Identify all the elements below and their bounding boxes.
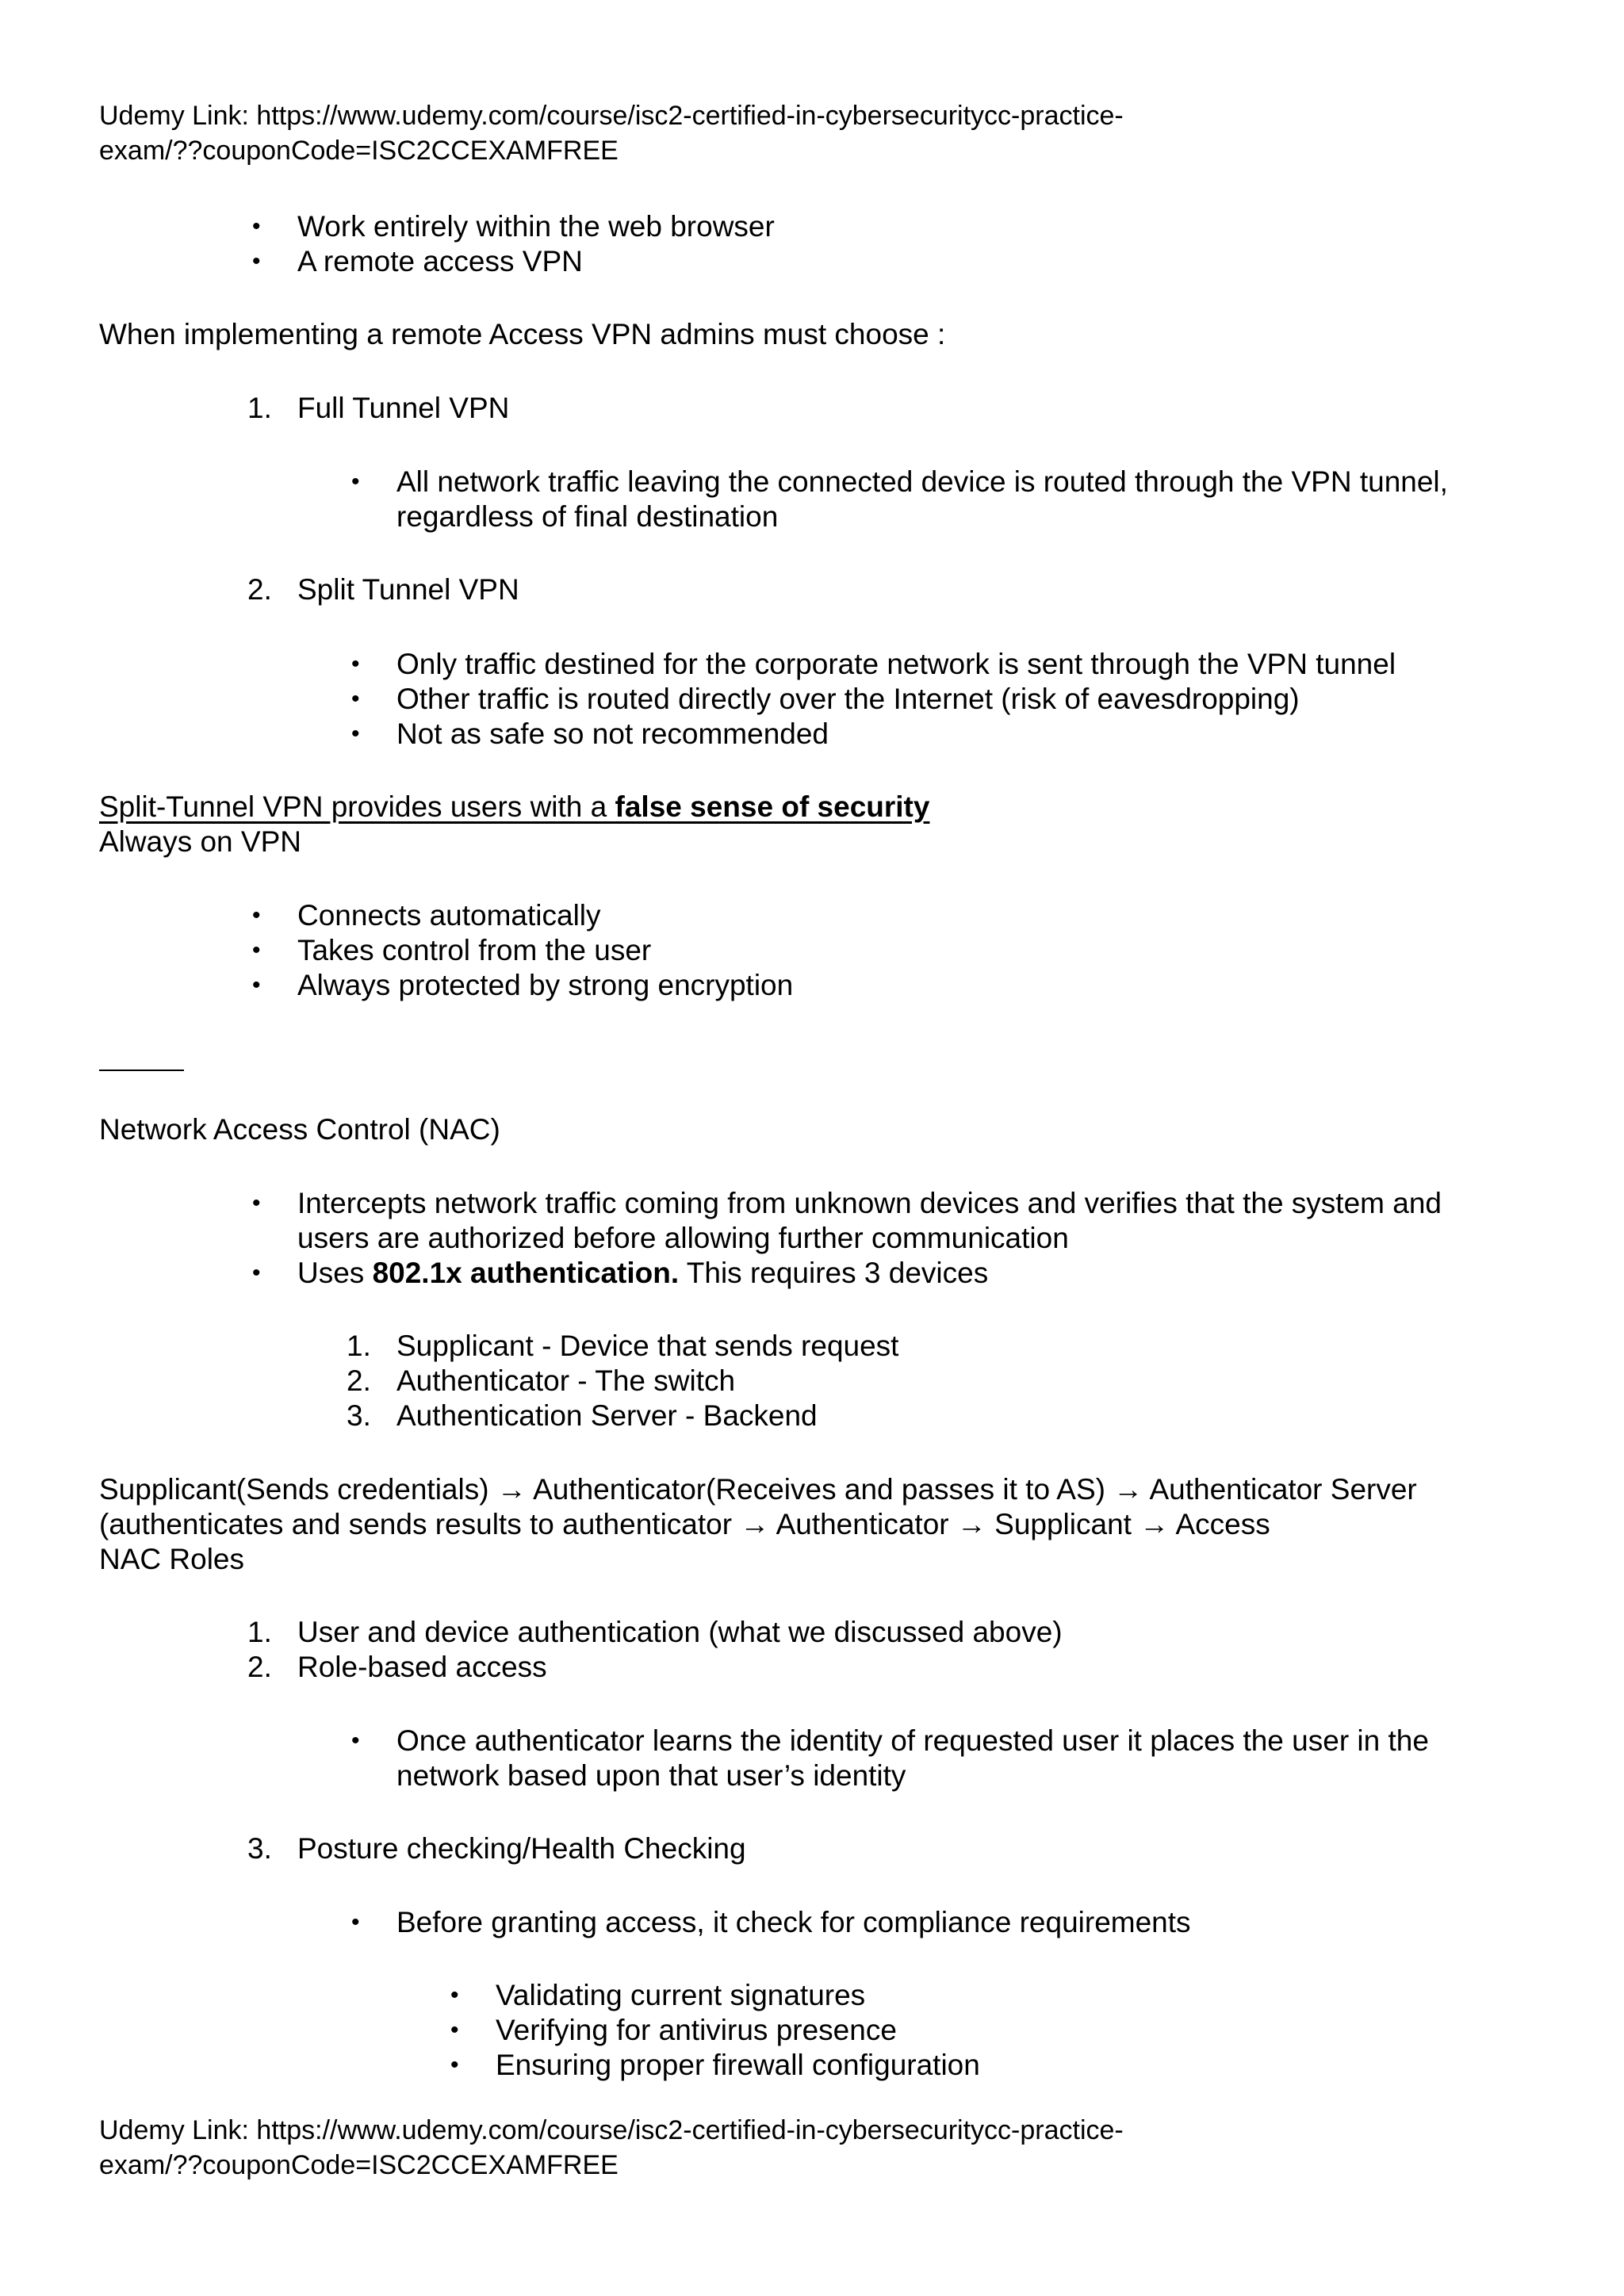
section-divider (99, 1070, 184, 1071)
list-item: Connects automatically (297, 899, 601, 932)
list-item: Supplicant - Device that sends request (396, 1330, 899, 1362)
list-item: Posture checking/Health Checking (297, 1832, 746, 1865)
full-tunnel-desc-line1: All network traffic leaving the connected device is routed through the VPN tunnel, (396, 465, 1448, 498)
list-number: 3. (247, 1832, 272, 1865)
bullet-icon: • (351, 1909, 360, 1935)
list-number: 2. (247, 573, 272, 606)
role-desc-line2: network based upon that user’s identity (396, 1759, 906, 1792)
list-item: Authenticator - The switch (396, 1364, 736, 1397)
bullet-icon: • (351, 721, 360, 747)
bullet-icon: • (252, 248, 261, 274)
warning-prefix: Split-Tunnel VPN provides users with a (99, 790, 615, 823)
bullet-icon: • (252, 937, 261, 963)
bullet-icon: • (252, 1260, 261, 1286)
bullet-icon: • (351, 686, 360, 712)
list-item: Always protected by strong encryption (297, 969, 794, 1001)
list-number: 1. (247, 392, 272, 424)
header-link-line1[interactable]: Udemy Link: https://www.udemy.com/course/isc2-certified-in-cybersecuritycc-practice- (99, 101, 1124, 131)
list-item: Verifying for antivirus presence (496, 2014, 897, 2046)
list-item: Ensuring proper firewall configuration (496, 2049, 980, 2081)
list-number: 2. (247, 1651, 272, 1683)
bullet-icon: • (450, 1982, 459, 2008)
auth-bold: 802.1x authentication. (372, 1257, 680, 1289)
auth-prefix: Uses (297, 1257, 373, 1289)
nac-desc-line2: users are authorized before allowing further communication (297, 1222, 1069, 1254)
bullet-icon: • (252, 902, 261, 928)
list-number: 1. (347, 1330, 371, 1362)
flow-line1: Supplicant(Sends credentials) → Authenticator(Receives and passes it to AS) → Authenticator Server (99, 1473, 1417, 1506)
nac-title: Network Access Control (NAC) (99, 1113, 500, 1146)
list-number: 2. (347, 1364, 371, 1397)
bullet-icon: • (450, 2017, 459, 2043)
nac-desc-line1: Intercepts network traffic coming from unknown devices and verifies that the system and (297, 1187, 1442, 1219)
list-item: Only traffic destined for the corporate network is sent through the VPN tunnel (396, 648, 1396, 680)
bullet-icon: • (252, 1190, 261, 1216)
bullet-icon: • (351, 651, 360, 677)
split-tunnel-warning (99, 790, 929, 825)
list-item: Role-based access (297, 1651, 547, 1683)
header-link-line2[interactable]: exam/??couponCode=ISC2CCEXAMFREE (99, 136, 619, 166)
footer-link-line1[interactable]: Udemy Link: https://www.udemy.com/course/isc2-certified-in-cybersecuritycc-practice- (99, 2115, 1124, 2145)
bullet-icon: • (252, 213, 261, 239)
nac-auth-line (297, 1256, 988, 1291)
list-item: Before granting access, it check for compliance requirements (396, 1906, 1191, 1938)
list-item: Work entirely within the web browser (297, 210, 775, 243)
auth-suffix: This requires 3 devices (679, 1257, 989, 1289)
nac-roles-title: NAC Roles (99, 1543, 244, 1575)
list-item: Not as safe so not recommended (396, 718, 829, 750)
list-item: User and device authentication (what we discussed above) (297, 1616, 1063, 1648)
split-tunnel-title: Split Tunnel VPN (297, 573, 519, 606)
list-item: Authentication Server - Backend (396, 1399, 818, 1432)
list-number: 3. (347, 1399, 371, 1432)
always-on-title: Always on VPN (99, 825, 301, 858)
list-number: 1. (247, 1616, 272, 1648)
remote-vpn-intro: When implementing a remote Access VPN admins must choose : (99, 318, 946, 350)
full-tunnel-title: Full Tunnel VPN (297, 392, 510, 424)
warning-bold: false sense of security (615, 790, 930, 823)
bullet-icon: • (351, 1728, 360, 1754)
flow-line2: (authenticates and sends results to authenticator → Authenticator → Supplicant → Access (99, 1508, 1270, 1540)
full-tunnel-desc-line2: regardless of final destination (396, 500, 779, 533)
role-desc-line1: Once authenticator learns the identity of requested user it places the user in the (396, 1724, 1429, 1757)
bullet-icon: • (252, 972, 261, 998)
list-item: Other traffic is routed directly over the Internet (risk of eavesdropping) (396, 683, 1300, 715)
bullet-icon: • (351, 469, 360, 495)
list-item: A remote access VPN (297, 245, 583, 277)
list-item: Validating current signatures (496, 1979, 866, 2011)
footer-link-line2[interactable]: exam/??couponCode=ISC2CCEXAMFREE (99, 2150, 619, 2180)
bullet-icon: • (450, 2052, 459, 2078)
list-item: Takes control from the user (297, 934, 652, 966)
